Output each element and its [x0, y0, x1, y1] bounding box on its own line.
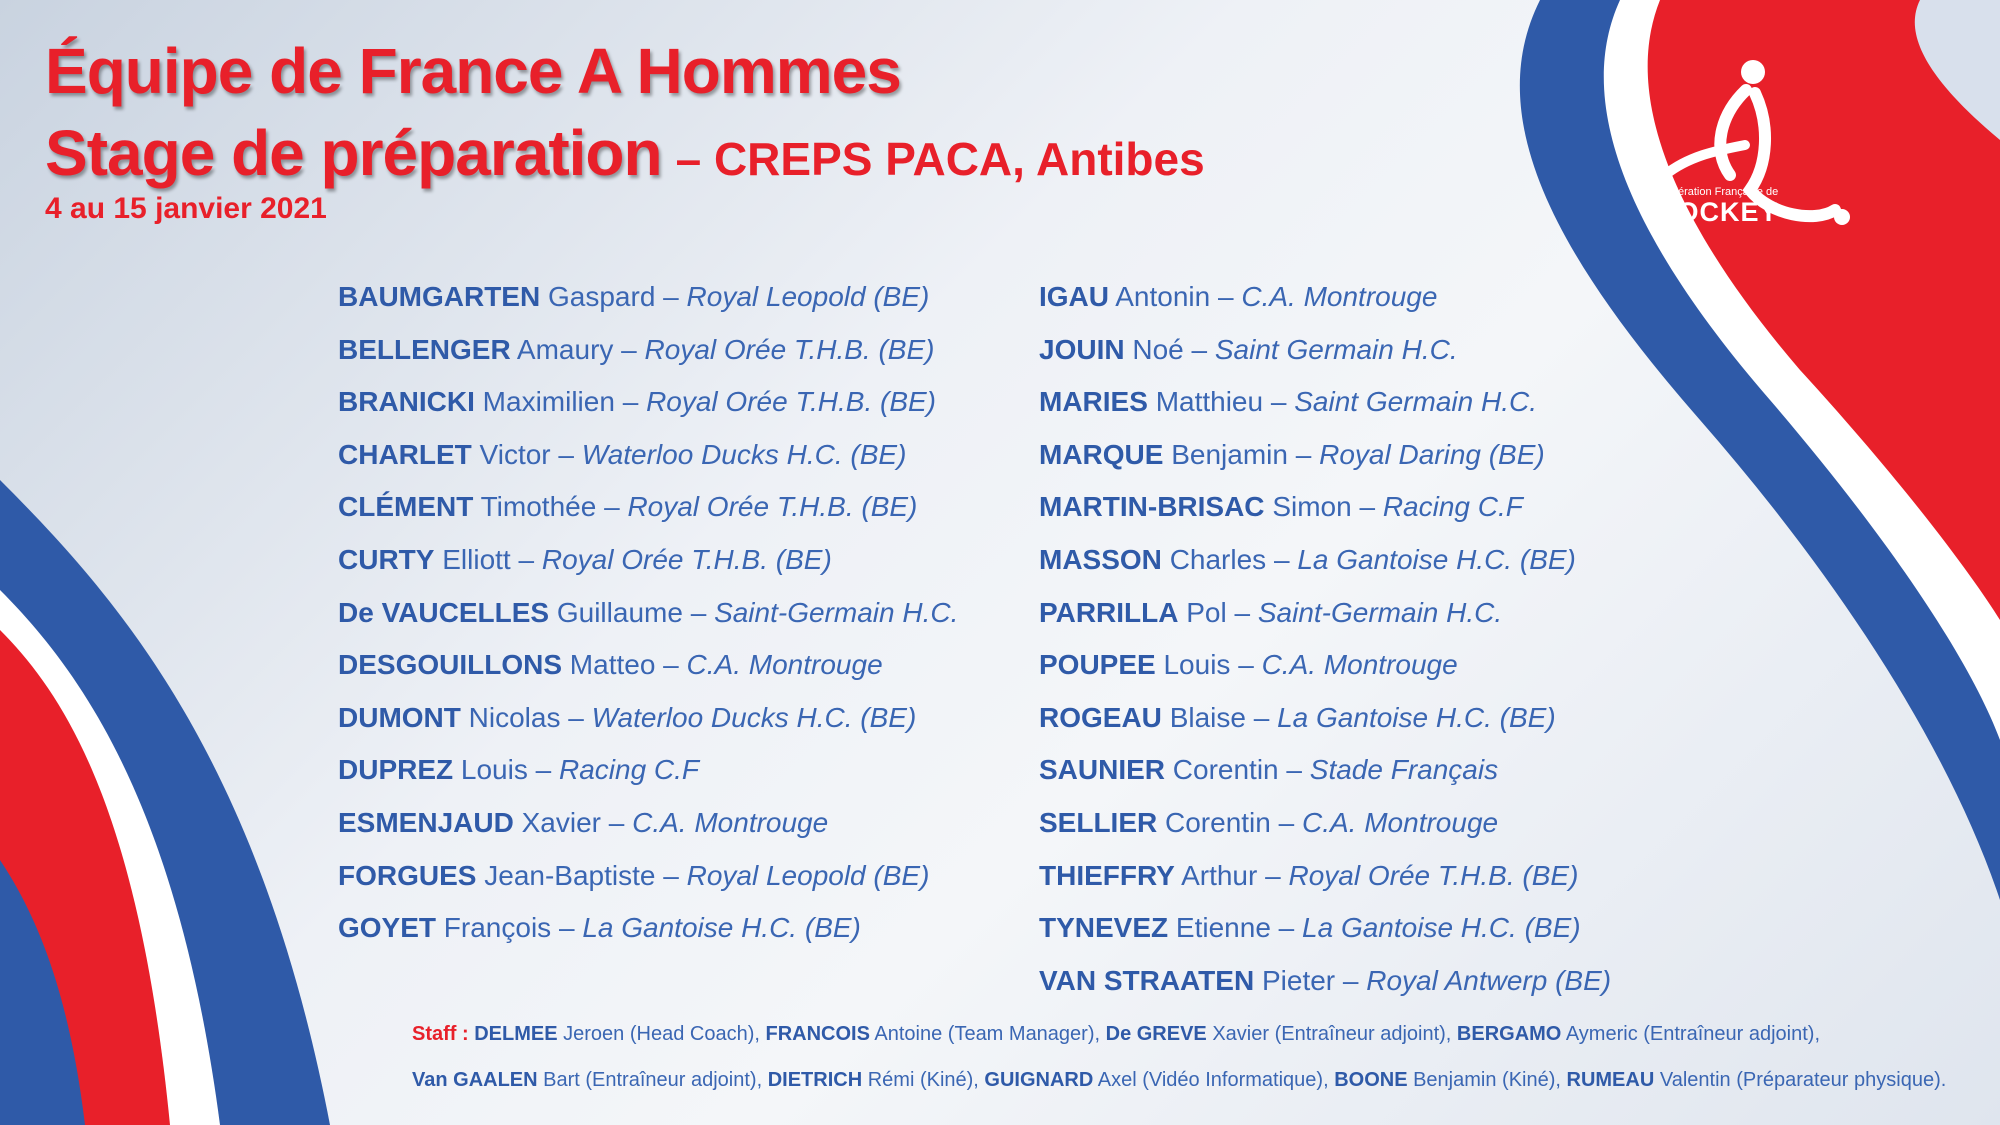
player-row: DESGOUILLONS Matteo – C.A. Montrouge [338, 649, 883, 681]
player-first-name: Noé [1132, 333, 1184, 365]
player-row: BAUMGARTEN Gaspard – Royal Leopold (BE) [338, 281, 930, 312]
player-last-name: DESGOUILLONS [338, 649, 563, 681]
staff-last-name: De GREVE [1105, 1023, 1207, 1045]
player-first-name: Victor [479, 438, 551, 470]
subtitle-text: Stage de préparation [45, 117, 662, 189]
player-club: Royal Leopold (BE) [686, 859, 930, 891]
player-first-name: Pol [1186, 596, 1227, 628]
player-club: C.A. Montrouge [1302, 806, 1499, 838]
player-last-name: CHARLET [338, 438, 472, 470]
player-club: Racing C.F [1382, 491, 1523, 523]
player-last-name: MARTIN-BRISAC [1039, 491, 1265, 523]
staff-last-name: DELMEE [474, 1023, 558, 1045]
player-first-name: Etienne [1175, 912, 1271, 944]
player-first-name: Arthur [1181, 859, 1258, 891]
location-text: – CREPS PACA, Antibes [675, 133, 1205, 185]
player-last-name: BELLENGER [338, 333, 511, 365]
staff-last-name: BERGAMO [1456, 1023, 1562, 1045]
player-last-name: DUMONT [338, 701, 461, 733]
player-club: La Gantoise H.C. (BE) [582, 912, 861, 944]
player-last-name: MARQUE [1039, 438, 1164, 470]
dates-text: 4 au 15 janvier 2021 [45, 192, 327, 225]
player-last-name: SAUNIER [1039, 754, 1166, 786]
player-last-name: De VAUCELLES [338, 596, 550, 628]
staff-details: Rémi (Kiné), [867, 1069, 979, 1091]
player-club: Saint-Germain H.C. [1257, 596, 1503, 628]
player-first-name: Charles [1169, 543, 1267, 575]
staff-details: Xavier (Entraîneur adjoint), [1212, 1023, 1452, 1045]
player-row: BELLENGER Amaury – Royal Orée T.H.B. (BE) [338, 333, 935, 365]
player-club: Saint Germain H.C. [1294, 386, 1537, 418]
player-first-name: Timothée [480, 491, 597, 523]
player-first-name: Louis [460, 754, 528, 786]
player-row: CLÉMENT Timothée – Royal Orée T.H.B. (BE) [338, 491, 918, 523]
player-row: De VAUCELLES Guillaume – Saint-Germain H.C. [338, 596, 959, 628]
staff-details: Jeroen (Head Coach), [563, 1023, 760, 1045]
player-last-name: MASSON [1039, 543, 1162, 575]
player-last-name: DUPREZ [338, 754, 454, 786]
player-first-name: Louis [1163, 649, 1231, 681]
staff-line-1 [412, 1023, 1820, 1046]
player-first-name: Simon [1272, 491, 1352, 523]
player-club: Royal Orée T.H.B. (BE) [627, 491, 918, 523]
logo-subtitle: Fédération Française de [1659, 186, 1779, 198]
staff-last-name: DIETRICH [767, 1069, 863, 1091]
player-row: BRANICKI Maximilien – Royal Orée T.H.B. (BE) [338, 386, 937, 418]
player-first-name: Jean-Baptiste [484, 859, 656, 891]
player-row: TYNEVEZ Etienne – La Gantoise H.C. (BE) [1039, 912, 1581, 944]
player-row: DUPREZ Louis – Racing C.F [338, 754, 700, 786]
player-first-name: Pieter [1261, 964, 1336, 996]
player-row: MARIES Matthieu – Saint Germain H.C. [1039, 386, 1537, 418]
player-club: Royal Antwerp (BE) [1366, 964, 1612, 996]
staff-details: Bart (Entraîneur adjoint), [543, 1069, 763, 1091]
player-row: FORGUES Jean-Baptiste – Royal Leopold (BE) [338, 859, 930, 891]
player-row: SELLIER Corentin – C.A. Montrouge [1039, 806, 1499, 838]
player-club: Royal Daring (BE) [1319, 438, 1545, 470]
player-row: POUPEE Louis – C.A. Montrouge [1039, 649, 1458, 681]
logo-name: HOCKEY [1657, 197, 1779, 227]
player-row: IGAU Antonin – C.A. Montrouge [1039, 281, 1438, 312]
page-title: Équipe de France A Hommes [45, 35, 901, 107]
staff-last-name: RUMEAU [1566, 1069, 1655, 1091]
staff-last-name: Van GAALEN [412, 1069, 538, 1091]
player-first-name: Corentin [1165, 806, 1271, 838]
player-club: Racing C.F [558, 754, 700, 786]
player-last-name: GOYET [338, 912, 437, 944]
player-club: Royal Orée T.H.B. (BE) [644, 333, 935, 365]
player-first-name: Amaury [516, 333, 614, 365]
player-first-name: Nicolas [468, 701, 561, 733]
player-last-name: PARRILLA [1039, 596, 1179, 628]
player-club: Saint-Germain H.C. [714, 596, 959, 628]
player-first-name: Guillaume [556, 596, 683, 628]
player-first-name: François [443, 912, 552, 944]
player-first-name: Benjamin [1171, 438, 1288, 470]
player-first-name: Matteo [569, 649, 656, 681]
player-club: Saint Germain H.C. [1214, 333, 1458, 365]
player-club: C.A. Montrouge [632, 806, 829, 838]
player-first-name: Blaise [1169, 701, 1246, 733]
player-first-name: Corentin [1172, 754, 1279, 786]
player-last-name: ESMENJAUD [338, 806, 514, 838]
staff-line-2 [412, 1069, 1946, 1092]
player-last-name: IGAU [1039, 281, 1109, 312]
player-club: La Gantoise H.C. (BE) [1297, 543, 1576, 575]
player-club: La Gantoise H.C. (BE) [1302, 912, 1581, 944]
player-first-name: Maximilien [482, 386, 615, 418]
player-last-name: VAN STRAATEN [1039, 964, 1255, 996]
player-row: JOUIN Noé – Saint Germain H.C. [1039, 333, 1458, 365]
player-row: VAN STRAATEN Pieter – Royal Antwerp (BE) [1039, 964, 1612, 996]
staff-last-name: BOONE [1334, 1069, 1408, 1091]
player-row: GOYET François – La Gantoise H.C. (BE) [338, 912, 861, 944]
player-row: MARTIN-BRISAC Simon – Racing C.F [1039, 491, 1523, 523]
player-row: PARRILLA Pol – Saint-Germain H.C. [1039, 596, 1503, 628]
player-club: C.A. Montrouge [686, 649, 883, 681]
player-last-name: BAUMGARTEN [338, 281, 541, 312]
player-last-name: CLÉMENT [338, 491, 474, 523]
staff-details: Benjamin (Kiné), [1413, 1069, 1561, 1091]
player-row: MARQUE Benjamin – Royal Daring (BE) [1039, 438, 1545, 470]
player-last-name: ROGEAU [1039, 701, 1162, 733]
players-list-right [1039, 277, 1611, 1013]
player-row: MASSON Charles – La Gantoise H.C. (BE) [1039, 543, 1576, 575]
player-last-name: FORGUES [338, 859, 477, 891]
player-last-name: BRANICKI [338, 386, 475, 418]
player-club: Waterloo Ducks H.C. (BE) [591, 701, 917, 733]
player-row: THIEFFRY Arthur – Royal Orée T.H.B. (BE) [1039, 859, 1579, 891]
player-row: ESMENJAUD Xavier – C.A. Montrouge [338, 806, 829, 838]
player-first-name: Elliott [442, 543, 511, 575]
player-club: Royal Orée T.H.B. (BE) [646, 386, 937, 418]
player-club: Waterloo Ducks H.C. (BE) [581, 438, 907, 470]
player-club: La Gantoise H.C. (BE) [1277, 701, 1556, 733]
staff-label: Staff : [412, 1023, 469, 1045]
player-last-name: MARIES [1039, 386, 1148, 418]
player-club: C.A. Montrouge [1241, 281, 1438, 312]
page-subtitle [45, 116, 1205, 190]
player-last-name: SELLIER [1039, 806, 1158, 838]
player-club: C.A. Montrouge [1261, 649, 1458, 681]
player-club: Stade Français [1309, 754, 1499, 786]
staff-last-name: GUIGNARD [984, 1069, 1094, 1091]
player-row: CHARLET Victor – Waterloo Ducks H.C. (BE) [338, 438, 907, 470]
player-first-name: Antonin [1115, 281, 1211, 312]
player-last-name: JOUIN [1039, 333, 1125, 365]
player-club: Royal Orée T.H.B. (BE) [1288, 859, 1579, 891]
players-list-left [338, 277, 958, 961]
player-row: CURTY Elliott – Royal Orée T.H.B. (BE) [338, 543, 832, 575]
player-row: ROGEAU Blaise – La Gantoise H.C. (BE) [1039, 701, 1556, 733]
player-first-name: Xavier [521, 806, 601, 838]
player-last-name: CURTY [338, 543, 435, 575]
staff-details: Aymeric (Entraîneur adjoint), [1565, 1023, 1821, 1045]
player-first-name: Gaspard [548, 281, 656, 312]
player-row: SAUNIER Corentin – Stade Français [1039, 754, 1499, 786]
player-club: Royal Leopold (BE) [686, 281, 930, 312]
player-last-name: TYNEVEZ [1039, 912, 1169, 944]
player-last-name: POUPEE [1039, 649, 1156, 681]
player-club: Royal Orée T.H.B. (BE) [541, 543, 832, 575]
staff-details: Antoine (Team Manager), [874, 1023, 1106, 1045]
player-last-name: THIEFFRY [1039, 859, 1175, 891]
player-row: DUMONT Nicolas – Waterloo Ducks H.C. (BE) [338, 701, 917, 733]
staff-details: Valentin (Préparateur physique). [1659, 1069, 1947, 1091]
player-first-name: Matthieu [1155, 386, 1264, 418]
staff-last-name: FRANCOIS [765, 1023, 870, 1045]
staff-details: Axel (Vidéo Informatique), [1097, 1069, 1329, 1091]
